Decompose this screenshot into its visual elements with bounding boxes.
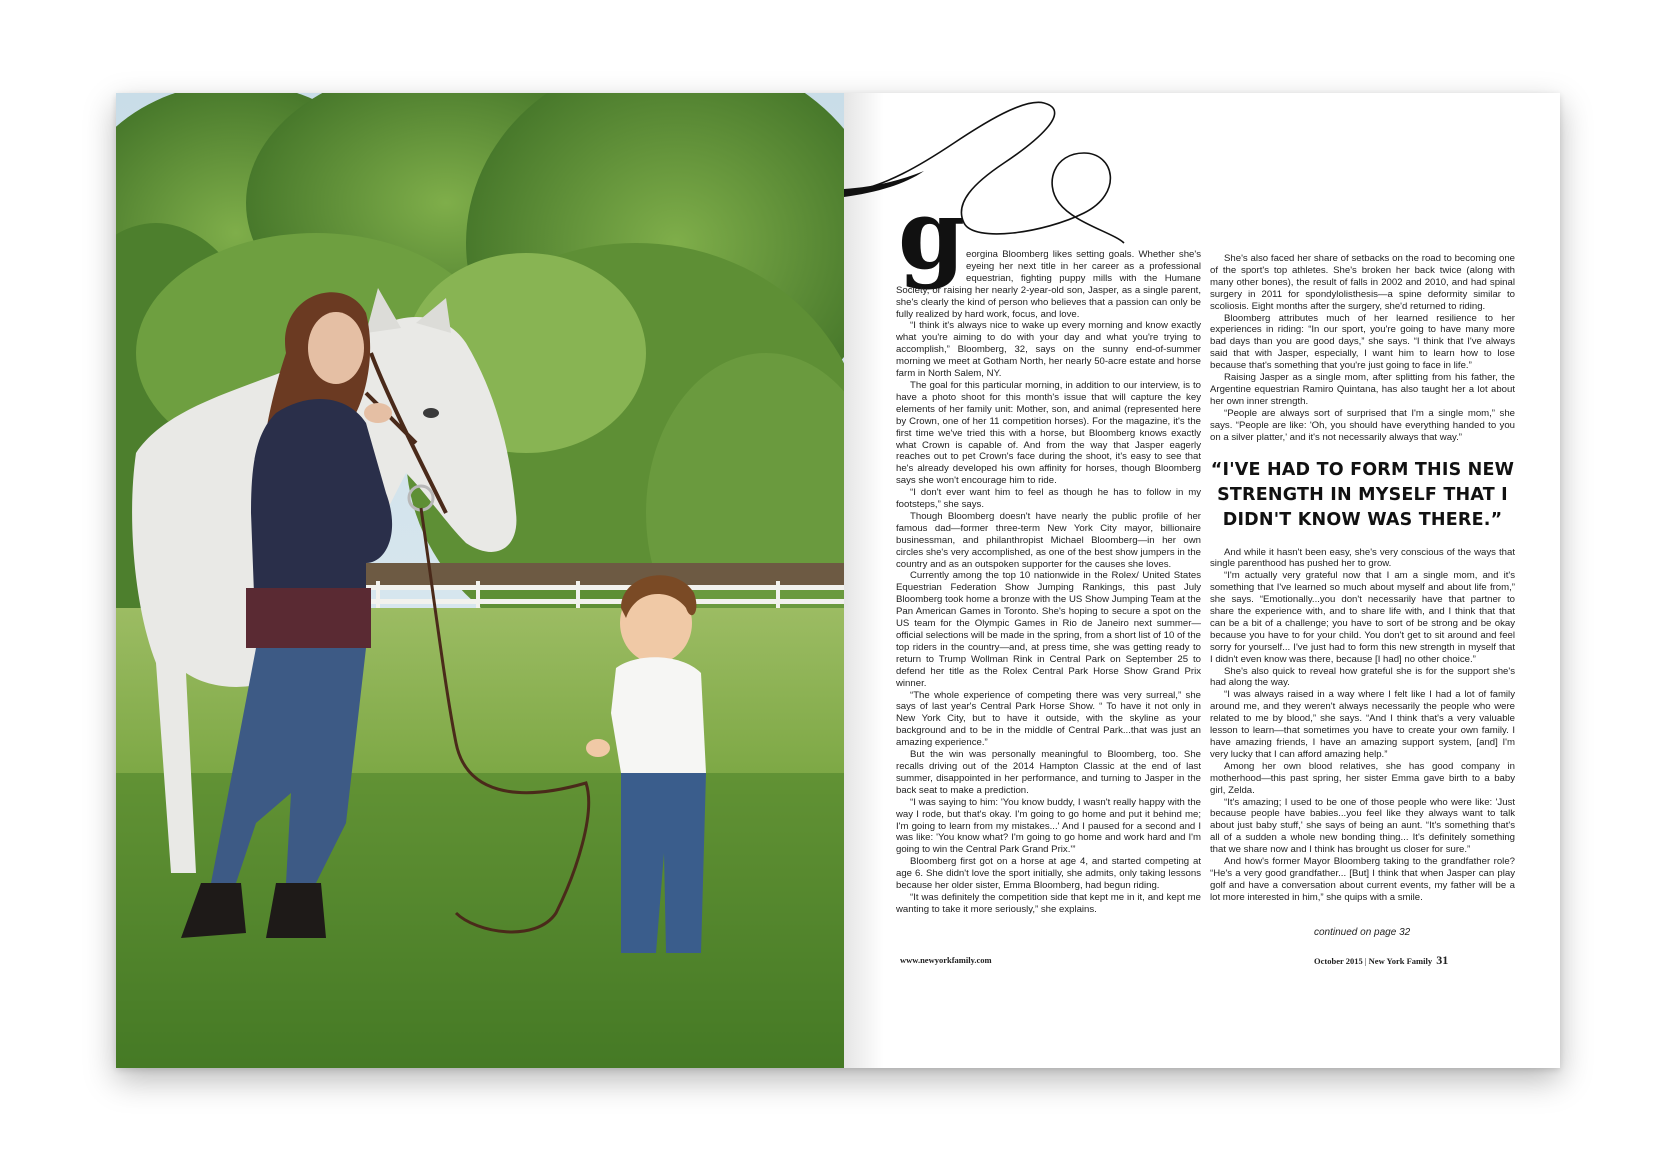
paragraph: Currently among the top 10 nationwide in the Rolex/ United States Equestrian Federation Show Jumping Rankings, this past July Bloomberg took home a bronze with the US Show Jumping Team at the Pan American Games in Toronto. She's hoping to secure a spot on the US team for the Olympic Games in Rio de Janeiro next summer—official selections will be made in the spring, from a short list of 10 of the top riders in the country—and, at press time, she was getting ready to return to Trump Wollman Rink in Central Park on September 25 to defend her title as the Rolex Central Park Horse Show Grand Prix winner. — [896, 570, 1201, 689]
article-column-2 — [1210, 253, 1515, 904]
paragraph: Though Bloomberg doesn't have nearly the public profile of her famous dad—former three-term New York City mayor, billionaire businessman, and philanthropist Michael Bloomberg—in her own circles she's very accomplished, as one of the best show jumpers in the country and as an outspoken supporter for the causes she loves. — [896, 510, 1201, 570]
footer-url: www.newyorkfamily.com — [900, 955, 992, 965]
photo-page — [116, 93, 844, 1068]
paragraph: She's also faced her share of setbacks on the road to becoming one of the sport's top athletes. She's broken her back twice (along with many other bones), the result of falls in 2002 and 2010, and had spinal surgery in 2011 for spondylolisthesis—a spine deformity similar to scoliosis. Eight months after the surgery, she'd returned to riding. — [1210, 253, 1515, 312]
paragraph-text: eorgina Bloomberg likes setting goals. Whether she's eyeing her next title in her career as a professional equestrian, fighting puppy mills with the Humane Society, or raising her nearly 2-year-old son, Jasper, as a single parent, she's clearly the kind of person who believes that a passion can only be fully realized by hard work, focus, and love. — [896, 249, 1201, 320]
footer-separator: | — [1364, 956, 1367, 966]
paragraph: Bloomberg attributes much of her learned resilience to her experiences in riding: “In our sport, you're going to have many more bad days than you are good days,” she says. “I think that I've always said that with Jasper, especially, I want him to learn how to lose because that's something that you're just going to face in life.” — [1210, 312, 1515, 372]
pull-quote: “I'VE HAD TO FORM THIS NEW STRENGTH IN MYSELF THAT I DIDN'T KNOW WAS THERE.” — [1210, 459, 1515, 530]
paragraph — [896, 249, 1201, 320]
paragraph: “I think it's always nice to wake up every morning and know exactly what you're aiming to do with your day and what you're trying to accomplish,” Bloomberg, 32, says on the sunny end-of-summer morning we meet at Gotham North, her nearly 50-acre estate and horse farm in North Salem, NY. — [896, 320, 1201, 380]
paragraph: “People are always sort of surprised that I'm a single mom,” she says. “People are like: 'Oh, you should have everything handed to you on a silver platter,' and it's not necessarily always that way.” — [1210, 407, 1515, 443]
paragraph: The goal for this particular morning, in addition to our interview, is to have a photo shoot for this month's issue that will capture the key elements of her family unit: Mother, son, and animal (represented here by Crown, one of her 11 competition horses). For the magazine, it's the first time we've tried this with a horse, but Bloomberg knows exactly what Crown is capable of. And from the way that Jasper eagerly reaches out to pet Crown's face during the shoot, it's easy to see that he's already developed his own affinity for horses, though Bloomberg says she won't encourage him to ride. — [896, 379, 1201, 487]
paragraph: “I was always raised in a way where I felt like I had a lot of family around me, and they weren't always necessarily the people who were related to me by blood,” she says. “And I think that's a very valuable lesson to learn—that sometimes you have to create your own family. I have amazing friends, I have an amazing support system, [and] I'm very lucky that I can afford amazing help.” — [1210, 689, 1515, 760]
magazine-spread — [116, 93, 1560, 1068]
page-number: 31 — [1436, 953, 1449, 967]
drop-cap: g — [898, 178, 966, 291]
cover-photo-illustration — [116, 93, 844, 1068]
article-column-1 — [896, 249, 1201, 916]
article-page — [844, 93, 1560, 1068]
footer-folio — [1314, 953, 1448, 968]
paragraph: “I was saying to him: 'You know buddy, I wasn't really happy with the way I rode, but that's okay. I'm going to go home and put it behind me; I'm going to learn from my mistakes...' And I paused for a second and I was like: 'You know what? I'm going to go home and work hard and I'm going to win the Central Park Grand Prix.'” — [896, 796, 1201, 856]
paragraph: “I'm actually very grateful now that I am a single mom, and it's something that I've learned so much about myself and about life from,” she says. “Emotionally...you don't necessarily have that partner to share the experience with, and to share life with, and I think that that can be a bit of a challenge; you have to sort of be strong and be okay because you have to for your child. You don't get to sit around and feel sorry for yourself... I've just had to form this new strength in myself that I didn't even know was there, because [I had] no other choice.” — [1210, 570, 1515, 665]
calligraphic-flourish — [844, 93, 1144, 253]
paragraph: And while it hasn't been easy, she's very conscious of the ways that single parenthood has pushed her to grow. — [1210, 546, 1515, 570]
paragraph: “I don't ever want him to feel as though he has to follow in my footsteps,” she says. — [896, 487, 1201, 511]
footer-date: October 2015 — [1314, 956, 1363, 966]
footer-magazine: New York Family — [1368, 956, 1433, 966]
paragraph: But the win was personally meaningful to Bloomberg, too. She recalls driving out of the 2014 Hampton Classic at the end of last summer, disappointed in her performance, and turning to Jasper in the back seat to make a prediction. — [896, 749, 1201, 796]
paragraph: “The whole experience of competing there was very surreal,” she says of last year's Central Park Horse Show. “ To have it not only in New York City, but to have it outside, with the skyline as your background and to be in the middle of Central Park...that was just an amazing experience.” — [896, 689, 1201, 749]
paragraph: “It was definitely the competition side that kept me in it, and kept me wanting to take it more seriously,” she explains. — [896, 891, 1201, 915]
paragraph: “It's amazing; I used to be one of those people who were like: 'Just because people have babies...you feel like they always want to talk about just baby stuff,' she says of being an aunt. “It's something that's all of a sudden a whole new bonding thing... It's definitely something that we share now and I think has brought us closer for sure.” — [1210, 796, 1515, 856]
paragraph: Raising Jasper as a single mom, after splitting from his father, the Argentine equestrian Ramiro Quintana, has also taught her a lot about her own inner strength. — [1210, 372, 1515, 407]
dropcap-spacer — [896, 249, 966, 283]
paragraph: She's also quick to reveal how grateful she is for the support she's had along the way. — [1210, 665, 1515, 689]
continued-note: continued on page 32 — [1314, 927, 1411, 938]
paragraph: Among her own blood relatives, she has good company in motherhood—this past spring, her sister Emma gave birth to a baby girl, Zelda. — [1210, 760, 1515, 796]
paragraph: Bloomberg first got on a horse at age 4, and started competing at age 6. She didn't love the sport initially, she admits, only taking lessons because her older sister, Emma Bloomberg, had begun riding. — [896, 856, 1201, 892]
paragraph: And how's former Mayor Bloomberg taking to the grandfather role? “He's a very good grandfather... [But] I think that when Jasper can play golf and have a conversation about current events, my father will be a lot more interested in him,” she quips with a smile. — [1210, 856, 1515, 903]
